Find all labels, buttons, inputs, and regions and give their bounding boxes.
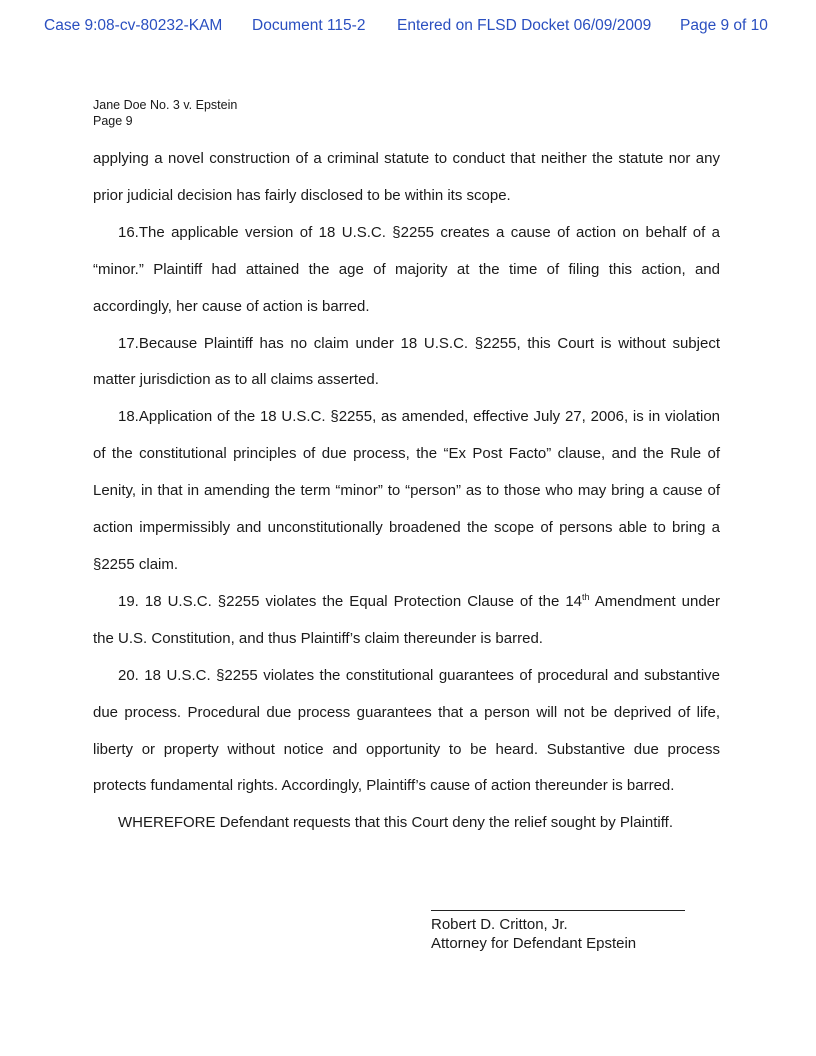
paragraph-17 xyxy=(93,326,720,400)
signature-block xyxy=(431,910,685,953)
court-filing-stamp xyxy=(0,17,816,39)
header-page-number: Page 9 xyxy=(93,114,133,128)
signature-line xyxy=(431,910,685,911)
paragraph-20 xyxy=(93,658,720,806)
paragraph-continuation: applying a novel construction of a criminal statute to conduct that neither the statute nor any prior judicial decision has fairly disclosed to be within its scope. xyxy=(93,150,720,204)
paragraph-20-number: 20. xyxy=(118,666,139,684)
signer-title: Attorney for Defendant Epstein xyxy=(431,935,637,952)
stamp-page-number: Page 9 of 10 xyxy=(680,17,768,34)
paragraph-19-number: 19. xyxy=(118,592,139,610)
paragraph-19-text-before: 18 U.S.C. §2255 violates the Equal Protection Clause of the 14 xyxy=(138,592,583,610)
paragraph-18 xyxy=(93,399,720,584)
stamp-docket-entry: Entered on FLSD Docket 06/09/2009 xyxy=(397,17,652,34)
paragraph-19-text-after: Amendment under the U.S. Constitution, and thus Plaintiff’s claim thereunder is barred. xyxy=(93,592,721,647)
signer-name: Robert D. Critton, Jr. xyxy=(431,916,568,933)
paragraph-19-superscript: th xyxy=(582,591,590,602)
paragraph-16 xyxy=(93,215,720,326)
stamp-document-number: Document 115-2 xyxy=(252,17,366,34)
wherefore-clause: WHEREFORE Defendant requests that this Court deny the relief sought by Plaintiff. xyxy=(118,814,673,832)
paragraph-17-number: 17. xyxy=(118,334,139,352)
stamp-case-number: Case 9:08-cv-80232-KAM xyxy=(44,17,223,34)
case-caption: Jane Doe No. 3 v. Epstein xyxy=(93,98,238,112)
paragraph-16-number: 16. xyxy=(118,223,139,241)
paragraph-17-text: Because Plaintiff has no claim under 18 U.S.C. §2255, this Court is without subject matter jurisdiction as to all claims asserted. xyxy=(93,334,720,389)
paragraph-18-text: Application of the 18 U.S.C. §2255, as amended, effective July 27, 2006, is in violation of the constitutional principles of due process, the “Ex Post Facto” clause, and the Rule of Lenity, in that in amending the term “minor” to “person” as to those who may bring a cause of action impermissibly and unconstitutionally broadened the scope of persons able to bring a §2255 claim. xyxy=(93,408,720,573)
paragraph-20-text: 18 U.S.C. §2255 violates the constitutional guarantees of procedural and substantive due process. Procedural due process guarantees that a person will not be deprived of life, liberty or property without notice and opportunity to be heard. Substantive due process protects fundamental rights. Accordingly, Plaintiff’s cause of action thereunder is barred. xyxy=(93,666,720,795)
document-body xyxy=(93,141,720,842)
paragraph-19 xyxy=(93,584,720,658)
paragraph-18-number: 18. xyxy=(118,408,139,426)
running-header xyxy=(93,97,237,129)
paragraph-16-text: The applicable version of 18 U.S.C. §2255 creates a cause of action on behalf of a “minor.” Plaintiff had attained the age of majority at the time of filing this action, and accordingly, her cause of action is barred. xyxy=(93,223,720,315)
